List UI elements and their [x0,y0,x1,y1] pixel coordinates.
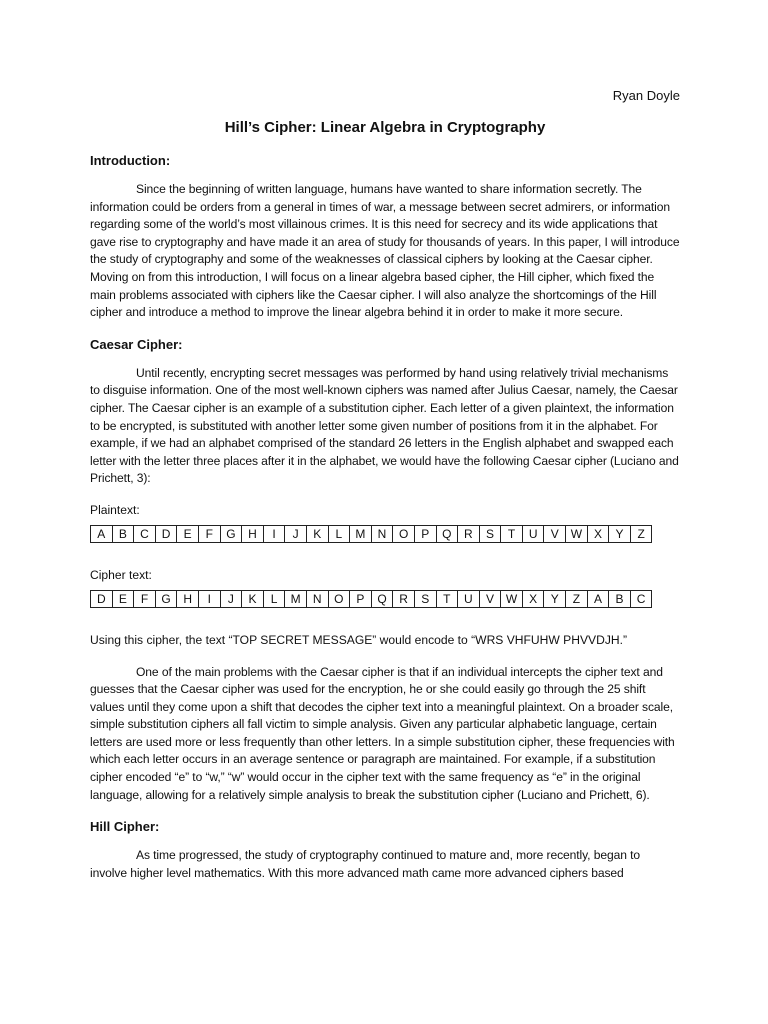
alphabet-cell: W [566,525,588,542]
alphabet-cell: Q [371,590,393,607]
ciphertext-alphabet-table [90,590,652,608]
alphabet-cell: V [479,590,501,607]
alphabet-cell: R [393,590,415,607]
document-title: Hill’s Cipher: Linear Algebra in Cryptography [224,119,546,136]
alphabet-cell: F [198,525,220,542]
alphabet-cell: X [522,590,544,607]
alphabet-cell: G [220,525,242,542]
plaintext-alphabet-table [90,525,652,543]
alphabet-cell: S [479,525,501,542]
alphabet-cell: Y [609,525,631,542]
hill-paragraph: As time progressed, the study of cryptography continued to mature and, more recently, began to involve higher level mathematics. With this more advanced math came more advanced ciphers based [90,848,640,880]
alphabet-cell: C [630,590,652,607]
plaintext-label: Plaintext: [90,502,140,517]
alphabet-cell: K [306,525,328,542]
alphabet-cell: N [371,525,393,542]
alphabet-cell: B [112,525,134,542]
alphabet-cell: N [306,590,328,607]
alphabet-cell: E [112,590,134,607]
alphabet-cell: S [414,590,436,607]
alphabet-cell: L [263,590,285,607]
alphabet-cell: A [587,590,609,607]
alphabet-cell: L [328,525,350,542]
caesar-paragraph-1: Until recently, encrypting secret messages was performed by hand using relatively trivial mechanisms to disguise information. One of the most well-known ciphers was named after Julius Caesar, namely, the Caesar cipher. The Caesar cipher is an example of a substitution cipher. Each letter of a given plaintext, the information to be encrypted, is substituted with another letter some given number of positions from it in the alphabet. For example, if we had an alphabet comprised of the standard 26 letters in the English alphabet and swapped each letter with the letter three places after it in the alphabet, we would have the following Caesar cipher (Luciano and Prichett, 3): [90,365,679,486]
alphabet-cell: M [350,525,372,542]
alphabet-cell: R [458,525,480,542]
alphabet-cell: B [609,590,631,607]
alphabet-cell: D [91,590,113,607]
ciphertext-row [91,590,652,607]
alphabet-cell: T [501,525,523,542]
alphabet-cell: I [263,525,285,542]
alphabet-cell: I [198,590,220,607]
hill-cipher-heading: Hill Cipher: [90,819,160,835]
caesar-cipher-heading: Caesar Cipher: [90,336,183,352]
ciphertext-label: Cipher text: [90,567,152,582]
author-name: Ryan Doyle [612,88,680,103]
alphabet-cell: F [134,590,156,607]
alphabet-cell: T [436,590,458,607]
alphabet-cell: J [220,590,242,607]
alphabet-cell: W [501,590,523,607]
alphabet-cell: Z [566,590,588,607]
encoding-example: Using this cipher, the text “TOP SECRET MESSAGE” would encode to “WRS VHFUHW PHVVDJH.” [90,632,627,647]
alphabet-cell: C [134,525,156,542]
introduction-heading: Introduction: [90,153,171,168]
alphabet-cell: P [414,525,436,542]
alphabet-cell: Q [436,525,458,542]
alphabet-cell: E [177,525,199,542]
alphabet-cell: G [155,590,177,607]
alphabet-cell: U [458,590,480,607]
alphabet-cell: K [242,590,264,607]
alphabet-cell: A [91,525,113,542]
alphabet-cell: H [242,525,264,542]
alphabet-cell: Y [544,590,566,607]
alphabet-cell: P [350,590,372,607]
alphabet-cell: J [285,525,307,542]
alphabet-cell: O [328,590,350,607]
caesar-paragraph-2: One of the main problems with the Caesar cipher is that if an individual intercepts the cipher text and guesses that the Caesar cipher was used for the encryption, he or she could easily go through the 25 shift values until they come upon a shift that decodes the cipher text into a meaningful plaintext. On a broader scale, simple substitution ciphers all fall victim to simple analysis. Given any particular alphabetic language, certain letters are used more or less frequently than other letters. In a simple substitution cipher, these frequencies with which each letter occurs in an average sentence or paragraph are maintained. For example, if a substitution cipher encoded “e” to “w,” “w” would occur in the cipher text with the same frequency as “e” in the original language, allowing for a relatively simple analysis to break the substitution cipher (Luciano and Prichett, 6). [90,664,675,802]
alphabet-cell: V [544,525,566,542]
introduction-paragraph: Since the beginning of written language, humans have wanted to share information secretly. The information could be orders from a general in times of war, a message between secret admirers, or information regarding some of the world’s most villainous crimes. It is this need for secrecy and its wide applications that gave rise to cryptography and have made it an area of study for thousands of years. In this paper, I will introduce the study of cryptography and some of the weaknesses of classical ciphers by looking at the Caesar cipher. Moving on from this introduction, I will focus on a linear algebra based cipher, the Hill cipher, which fixed the main problems associated with ciphers like the Caesar cipher. I will also analyze the shortcomings of the Hill cipher and introduce a method to improve the linear algebra behind it in order to make it more secure. [90,182,680,320]
alphabet-cell: D [155,525,177,542]
alphabet-cell: U [522,525,544,542]
alphabet-cell: H [177,590,199,607]
plaintext-row [91,525,652,542]
alphabet-cell: X [587,525,609,542]
alphabet-cell: O [393,525,415,542]
alphabet-cell: Z [630,525,652,542]
alphabet-cell: M [285,590,307,607]
document-page [90,88,680,896]
